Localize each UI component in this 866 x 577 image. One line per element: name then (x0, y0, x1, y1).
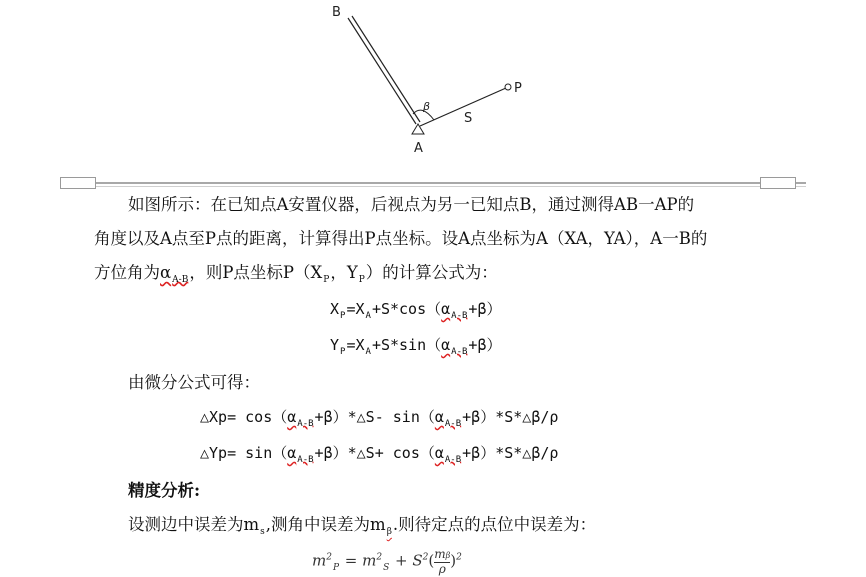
label-beta: β (423, 100, 431, 113)
precision-line: 设测边中误差为$m_s$,测角中误差为$m_\beta$.则待定点的点位中误差为： (128, 515, 597, 537)
diff-intro: 由微分公式可得： (128, 373, 260, 392)
point-p-marker (505, 84, 511, 90)
formula-dyp: △Yp= $\sin(\alpha_{A-B}+\beta)*\triangle S+$ $\cos(\alpha_{A-B}+\beta)*S*\triangle\beta/\rho$ (200, 444, 559, 465)
paragraph-line-2: 角度以及A点至P点的距离，计算得出P点坐标。设A点坐标为A（XA，YA），A一B的 (94, 229, 708, 248)
page-divider (60, 182, 806, 184)
yp-sub: P (358, 275, 365, 285)
label-s: S (464, 111, 473, 126)
precision-heading: 精度分析: (128, 481, 201, 500)
formula-xp: $X_P=X_A+S*\cos(\alpha_{A-B}+\beta)$ (330, 300, 502, 321)
line-ap (420, 88, 506, 126)
label-a: A (414, 141, 423, 156)
survey-diagram (320, 0, 540, 160)
line3-end: ）的计算公式为： (365, 263, 498, 282)
line3-pre: 方位角为 (94, 263, 160, 282)
ruler-tab-right[interactable] (760, 177, 796, 189)
label-p: P (514, 81, 522, 96)
line-ab-2 (352, 16, 420, 122)
line3-mid: ，Y (330, 263, 358, 282)
xp-sub: P (323, 275, 330, 285)
line3-post: ，则P点坐标P（X (189, 263, 323, 282)
label-b: B (332, 5, 341, 20)
page-divider-shadow (60, 186, 806, 187)
paragraph-line-3 (94, 262, 498, 287)
final-formula: $m^2_P = m^2_S + S^2$( $\frac{m\beta}{\rho}$ )$^2$ (312, 547, 462, 576)
alpha-symbol: $\alpha_{A-B}$ (160, 263, 189, 285)
ruler-tab-left[interactable] (60, 177, 96, 189)
formula-yp: $Y_P=X_A+S*\sin(\alpha_{A-B}+\beta)$ (330, 336, 502, 357)
formula-dxp: △Xp= $\cos(\alpha_{A-B}+\beta)*\triangle S-$ $\sin(\alpha_{A-B}+\beta)*S*\triangle\beta/\rho$ (200, 408, 559, 429)
paragraph-line-1: 如图所示：在已知点A安置仪器，后视点为另一已知点B，通过测得AB一AP的 (128, 195, 695, 214)
line-ab-1 (348, 18, 416, 124)
